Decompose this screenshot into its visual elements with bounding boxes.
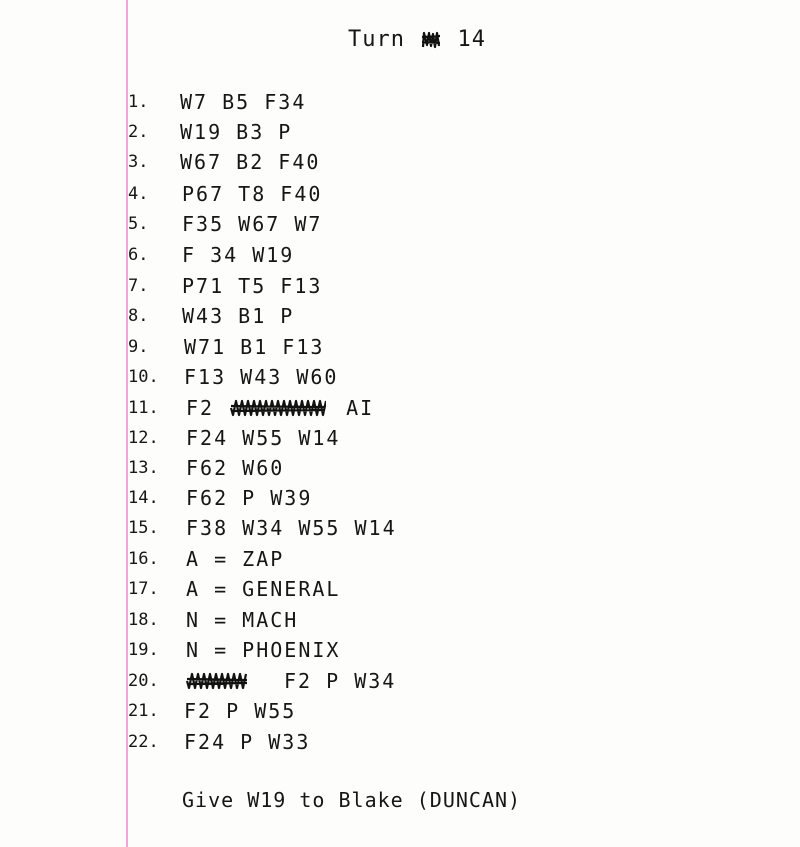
crossout-scribble — [186, 671, 248, 691]
entry-row — [0, 241, 800, 269]
entry-text-after: AI — [346, 396, 375, 420]
entry-text: F13 W43 W60 — [184, 365, 339, 389]
entry-content — [182, 302, 294, 330]
entry-number: 1. — [128, 92, 149, 112]
entry-number: 15. — [128, 518, 159, 538]
title-number: 14 — [457, 27, 486, 52]
entry-text: N = MACH — [186, 608, 299, 632]
entry-content — [186, 394, 374, 422]
entry-number: 6. — [128, 245, 149, 265]
entry-row — [0, 484, 800, 512]
entry-row — [0, 575, 800, 603]
entry-text: A = ZAP — [186, 547, 285, 571]
entry-row — [0, 210, 800, 238]
entry-number: 13. — [128, 458, 159, 478]
entry-content — [182, 210, 322, 238]
entry-text: F62 W60 — [186, 456, 285, 480]
entry-content — [186, 484, 312, 512]
entry-row — [0, 697, 800, 725]
entry-text: F2 — [186, 396, 215, 420]
entry-text: W67 B2 F40 — [180, 150, 321, 174]
entry-content — [186, 575, 340, 603]
entry-text: P71 T5 F13 — [182, 274, 323, 298]
entry-text: W71 B1 F13 — [184, 335, 325, 359]
entry-number: 12. — [128, 428, 159, 448]
entry-number: 9. — [128, 337, 149, 357]
entry-number: 11. — [128, 398, 159, 418]
entry-text: F2 P W55 — [184, 699, 297, 723]
entry-text: F 34 W19 — [182, 243, 295, 267]
entry-number: 17. — [128, 579, 159, 599]
entry-row — [0, 148, 800, 176]
entry-text: W43 B1 P — [182, 304, 295, 328]
entry-content — [186, 424, 340, 452]
entry-text: W19 B3 P — [180, 120, 293, 144]
entry-content — [180, 118, 292, 146]
entry-text: P67 T8 F40 — [182, 182, 323, 206]
entry-number: 5. — [128, 214, 149, 234]
entry-number: 14. — [128, 488, 159, 508]
entry-text: F35 W67 W7 — [182, 212, 323, 236]
entry-content — [184, 728, 310, 756]
entry-text-after: F2 P W34 — [284, 669, 397, 693]
entry-row — [0, 118, 800, 146]
entry-row — [0, 333, 800, 361]
entry-content — [182, 272, 322, 300]
entry-text: F62 P W39 — [186, 486, 313, 510]
entry-content — [184, 363, 338, 391]
entry-row — [0, 636, 800, 664]
footer-note: Give W19 to Blake (DUNCAN) — [182, 788, 522, 812]
entry-number: 8. — [128, 306, 149, 326]
entry-row — [0, 272, 800, 300]
entry-row — [0, 363, 800, 391]
entry-number: 2. — [128, 122, 149, 142]
entry-content — [180, 88, 306, 116]
entry-row — [0, 394, 800, 422]
entry-number: 3. — [128, 152, 149, 172]
entry-content — [186, 636, 340, 664]
entry-number: 16. — [128, 549, 159, 569]
entry-row — [0, 88, 800, 116]
entry-number: 19. — [128, 640, 159, 660]
entry-content — [186, 454, 284, 482]
crossout-scribble — [230, 398, 326, 418]
entry-content — [186, 545, 284, 573]
entry-content — [180, 148, 320, 176]
title-label: Turn — [348, 27, 405, 52]
entry-content — [186, 514, 397, 542]
entry-content — [182, 241, 294, 269]
entry-number: 18. — [128, 610, 159, 630]
entry-text: F24 P W33 — [184, 730, 311, 754]
entry-number: 20. — [128, 671, 159, 691]
entry-row — [0, 302, 800, 330]
entry-row — [0, 424, 800, 452]
entry-row — [0, 180, 800, 208]
entry-row — [0, 454, 800, 482]
page-title — [348, 27, 486, 52]
entry-text: A = GENERAL — [186, 577, 341, 601]
entry-number: 10. — [128, 367, 159, 387]
entry-number: 4. — [128, 184, 149, 204]
entry-text: F38 W34 W55 W14 — [186, 516, 397, 540]
entry-content — [186, 606, 298, 634]
entry-row — [0, 606, 800, 634]
entry-number: 7. — [128, 276, 149, 296]
entry-content — [184, 333, 324, 361]
entry-content — [186, 667, 396, 695]
entry-number: 22. — [128, 732, 159, 752]
entry-row — [0, 545, 800, 573]
entry-text: N = PHOENIX — [186, 638, 341, 662]
entry-content — [184, 697, 296, 725]
entry-content — [182, 180, 322, 208]
title-crossout-scribble — [421, 31, 441, 49]
entry-row — [0, 667, 800, 695]
entry-text: F24 W55 W14 — [186, 426, 341, 450]
entry-row — [0, 514, 800, 542]
entry-text: W7 B5 F34 — [180, 90, 307, 114]
entry-number: 21. — [128, 701, 159, 721]
entry-row — [0, 728, 800, 756]
